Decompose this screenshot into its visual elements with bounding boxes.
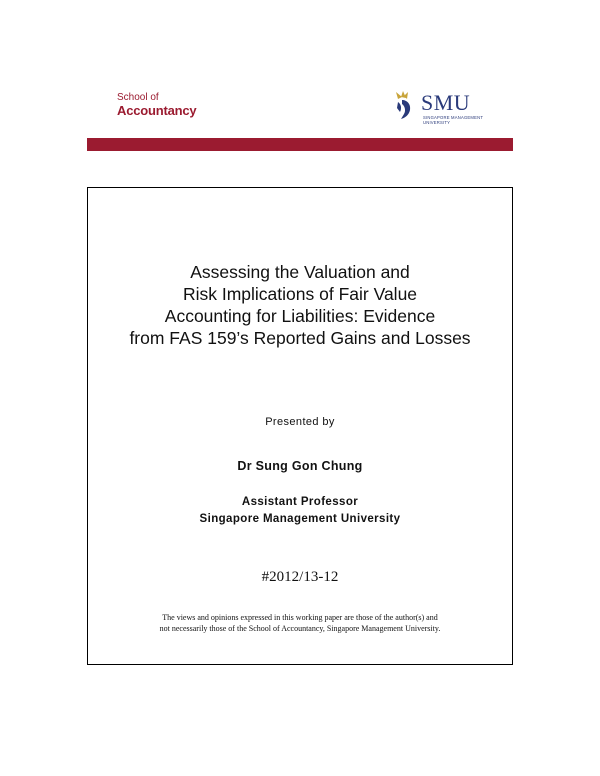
title-line: Accounting for Liabilities: Evidence (164, 306, 436, 326)
presented-by: Presented by (265, 416, 335, 428)
smu-subtitle-line2: UNIVERSITY (423, 120, 451, 126)
school-of-accountancy-logo (117, 93, 196, 117)
smu-logo (393, 86, 513, 130)
paper-number: #2012/13-12 (261, 569, 339, 585)
smu-subtitle-line1: SINGAPORE MANAGEMENT (423, 115, 484, 120)
disclaimer-line1: The views and opinions expressed in this working paper are those of the author(s) and (162, 613, 438, 622)
author-role: Assistant Professor (241, 496, 359, 508)
header-red-bar (87, 138, 513, 151)
school-logo-line2: Accountancy (117, 103, 197, 118)
author-affiliation (87, 494, 513, 528)
title-line: Assessing the Valuation and (190, 262, 410, 282)
smu-wordmark: SMU (421, 90, 471, 115)
smu-subtitle (423, 115, 483, 126)
smu-emblem-icon (393, 88, 419, 122)
title-line: Risk Implications of Fair Value (182, 284, 418, 304)
title-line: from FAS 159’s Reported Gains and Losses (129, 328, 471, 348)
school-logo-line1: School of (117, 92, 159, 103)
author-institution: Singapore Management University (199, 513, 401, 525)
paper-title (87, 261, 513, 349)
disclaimer (87, 612, 513, 634)
disclaimer-line2: not necessarily those of the School of Accountancy, Singapore Management University. (159, 624, 441, 633)
author-name: Dr Sung Gon Chung (237, 459, 363, 473)
